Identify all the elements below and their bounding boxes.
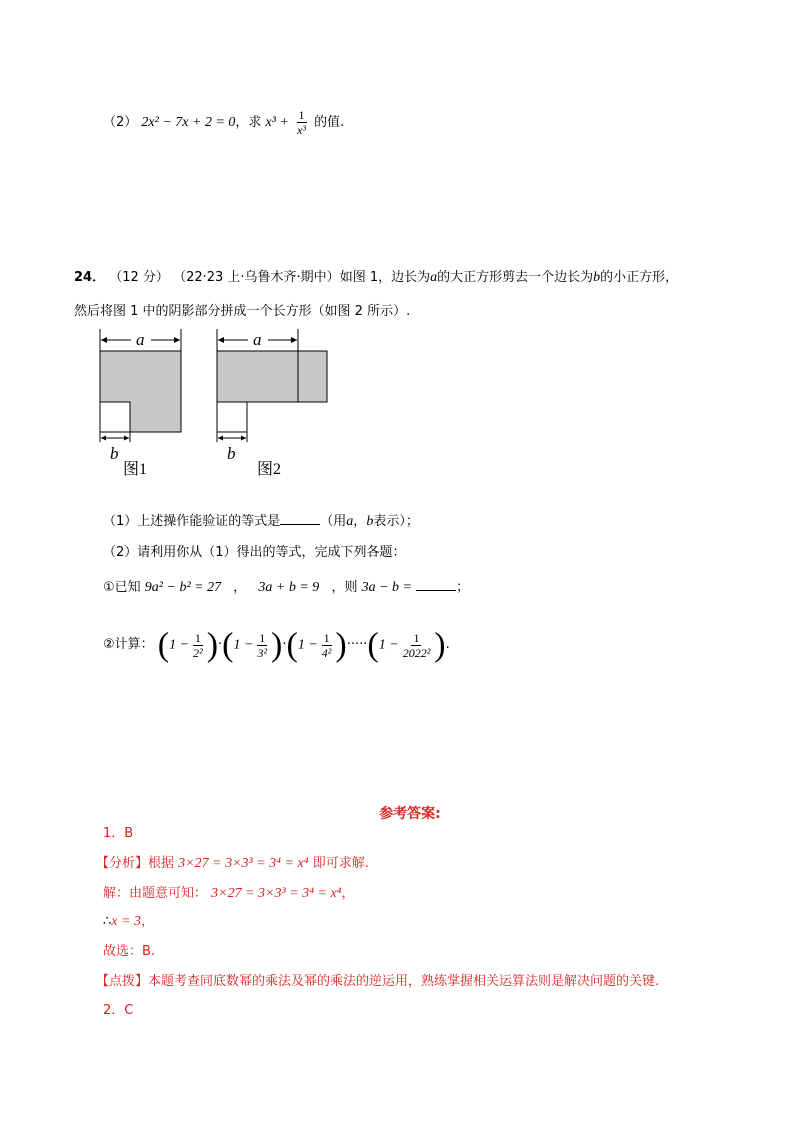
product-term-3: (1 − $\frac{1}{\text{4²}}$ ) [286,626,347,663]
product-term-4: (1 − $\frac{1}{\text{2022²}}$ ) [367,626,446,663]
answer-2: 2．C [103,1003,134,1018]
q23-equation: 2x² − 7x + 2 = 0 [141,115,236,130]
fig2-b-label: b [227,444,236,463]
q24-line1: 24． （12 分） （22·23 上·乌鲁木齐·期中）如图 1，边长为a的大正方形剪去一个边长为b的小正方形， [74,270,679,285]
q23-expression: x³ + [265,115,289,130]
q23-part2: （2） 2x² − 7x + 2 = 0，求 x³ + $\frac{1}{\text{x³}}$ 的值. [103,108,345,137]
answer-blank-2 [416,576,456,591]
answers-title: 参考答案: [379,806,441,822]
answer-1-choice: 故选：B. [103,944,156,959]
answer-1: 1．B [103,826,134,841]
product-term-2: (1 − $\frac{1}{\text{3²}}$ ) [222,626,283,663]
q24-sub2: ②计算： (1 − $\frac{1}{\text{2²}}$ )·(1 − $\frac{1}{\text{3²}}$ )·(1 − $\frac{1}{\text{4²}}$ )·····(1 − $\frac{1}{\text{2022²}}$ ). [103,626,450,663]
answer-1-analysis: 【分析】根据 3×27 = 3×3³ = 3⁴ = x⁴ 即可求解. [96,856,369,871]
fig1-b-label: b [110,444,119,463]
q24-sub1: ①已知 9a² − b² = 27 ， 3a + b = 9 ，则 3a − b = ； [103,576,469,598]
sub1-eq3: 3a − b = [361,580,412,595]
fig1-caption: 图1 [123,461,148,477]
q23-fraction: $\frac{1}{\text{x³}}$ [297,108,306,137]
fig2-a-label: a [253,330,262,349]
sub1-eq2: 3a + b = 9 [258,580,320,595]
figure-2 [217,329,327,477]
figure-1 [100,329,181,477]
answer-1-tip: 【点拨】本题考查同底数幂的乘法及幂的乘法的逆运用，熟练掌握相关运算法则是解决问题的关键. [96,974,660,989]
fig2-caption: 图2 [257,461,282,477]
sub1-eq1: 9a² − b² = 27 [144,580,222,595]
q24-part2: （2）请利用你从（1）得出的等式，完成下列各题： [103,545,406,560]
q24-figures [95,327,355,477]
fig1-a-label: a [136,330,145,349]
q24-part1: （1）上述操作能验证的等式是 （用a，b表示）； [103,510,419,532]
answer-1-therefore: ∴x = 3， [103,914,154,929]
answer-1-solution: 解：由题意可知： 3×27 = 3×3³ = 3⁴ = x⁴， [103,886,355,901]
answer-blank-1 [280,510,320,525]
q24-line2: 然后将图 1 中的阴影部分拼成一个长方形（如图 2 所示）. [74,304,411,319]
product-term-1: (1 − $\frac{1}{\text{2²}}$ ) [157,626,219,663]
